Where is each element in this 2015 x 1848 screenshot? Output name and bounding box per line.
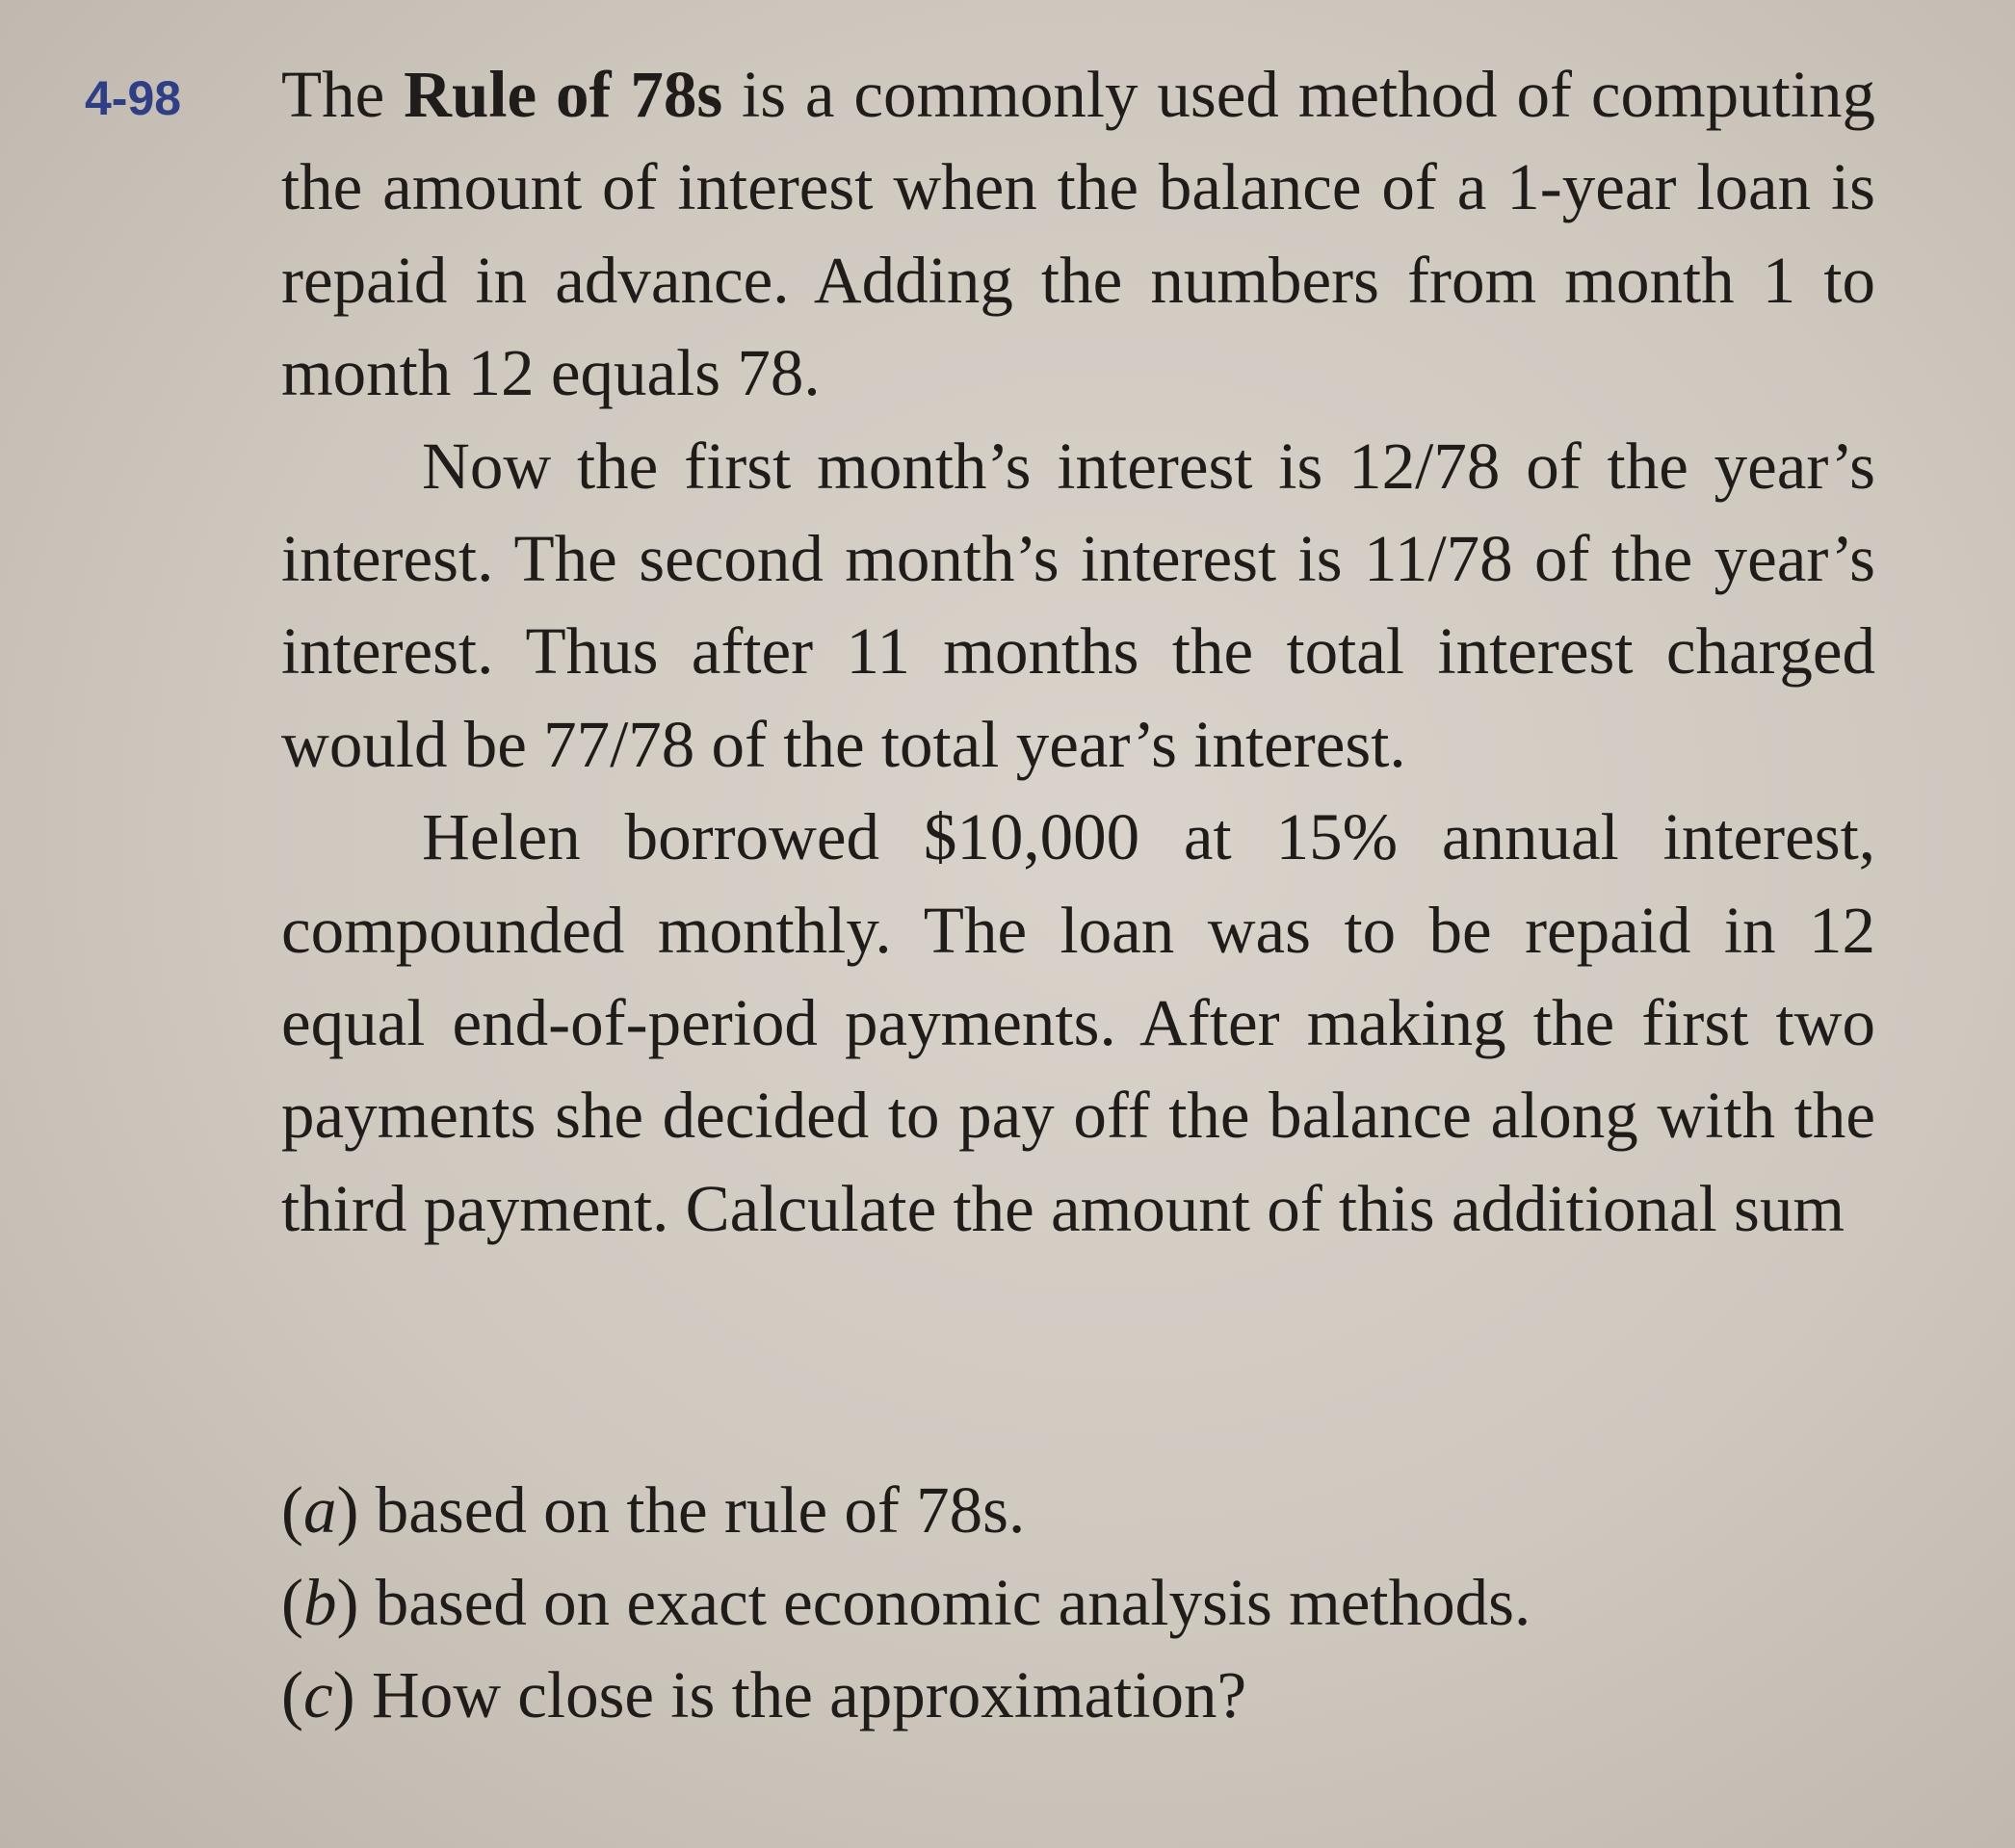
paragraph-rule-body: is a commonly used method of computing the amount of interest when the balance of a 1-year loan is repaid in advance. Adding the numbers from month 1 to month 12 equals 78. [281, 58, 1876, 410]
paragraph-monthly-interest: Now the first month’s interest is 12/78 of the year’s interest. The second month’s interest is 11/78 of the year’s interest. Thus after 11 months the total interest charged would be 77/78 of the total year’s interest. [281, 429, 1875, 781]
problem-statement [281, 48, 1875, 1255]
paragraph-loan-scenario: Helen borrowed $10,000 at 15% annual interest, compounded monthly. The loan was to be repaid in 12 equal end-of-period payments. After making the first two payments she decided to pay off the balance along with the third payment. Calculate the amount of this additional sum [281, 800, 1875, 1245]
part-label: (c) [281, 1658, 355, 1731]
part-label: (a) [281, 1473, 359, 1547]
part-text: How close is the approximation? [371, 1658, 1247, 1731]
part-text: based on the rule of 78s. [375, 1473, 1026, 1547]
paragraph-rule-intro: The [281, 58, 405, 131]
question-part-b [281, 1556, 1919, 1649]
part-label: (b) [281, 1566, 359, 1639]
part-text: based on exact economic analysis methods. [375, 1566, 1531, 1639]
paragraph-rule-definition [281, 48, 1875, 420]
question-part-a [281, 1464, 1919, 1556]
question-part-c [281, 1649, 1919, 1741]
question-parts [281, 1464, 1919, 1741]
rule-of-78s-term: Rule of 78s [404, 58, 723, 131]
problem-number: 4-98 [85, 71, 182, 125]
